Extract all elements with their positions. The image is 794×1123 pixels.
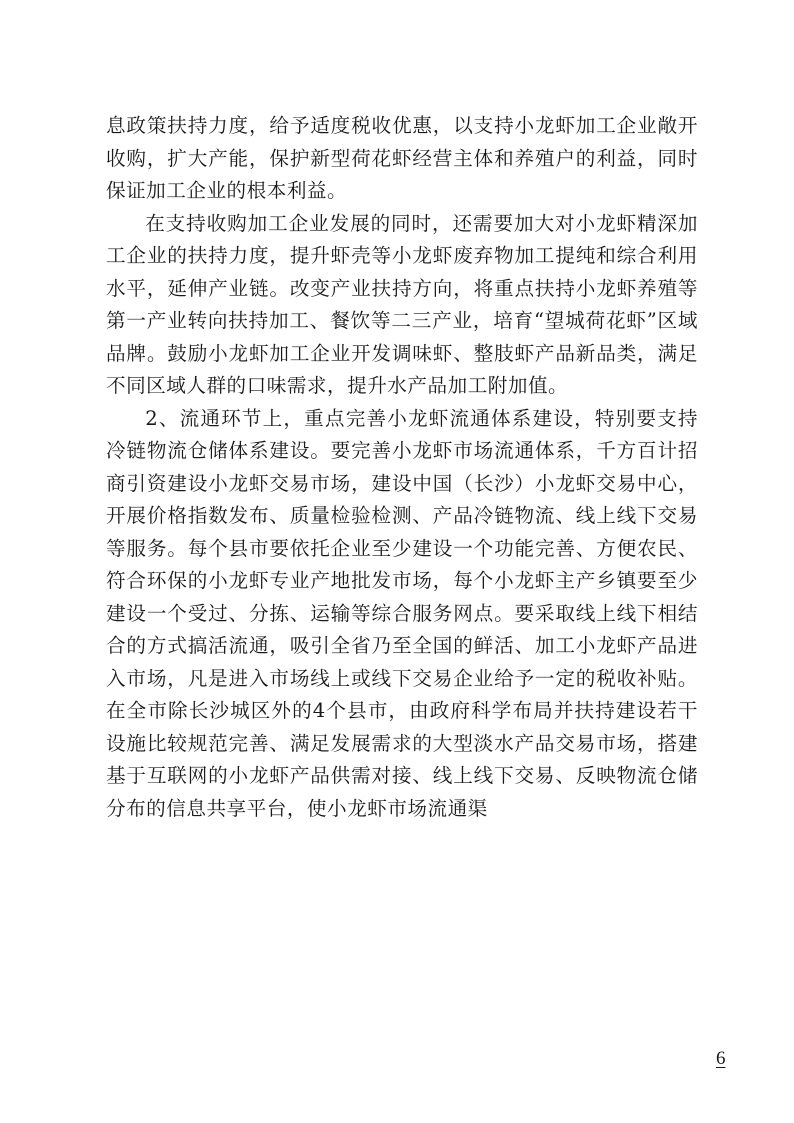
paragraph-processing-support: 在支持收购加工企业发展的同时，还需要加大对小龙虾精深加工企业的扶持力度，提升虾壳等小龙虾废弃物加工提纯和综合利用水平，延伸产业链。改变产业扶持方向，将重点扶持小龙虾养殖等第一产业转向扶持加工、餐饮等二三产业，培育“望城荷花虾”区域品牌。鼓励小龙虾加工企业开发调味虾、整肢虾产品新品类，满足不同区域人群的口味需求，提升水产品加工附加值。 xyxy=(106,211,698,397)
document-body xyxy=(106,110,698,825)
paragraph-continuation: 息政策扶持力度，给予适度税收优惠，以支持小龙虾加工企业敞开收购，扩大产能，保护新型荷花虾经营主体和养殖户的利益，同时保证加工企业的根本利益。 xyxy=(106,114,698,202)
page-number: 6 xyxy=(716,1048,726,1069)
paragraph-circulation: 2、流通环节上，重点完善小龙虾流通体系建设，特别要支持冷链物流仓储体系建设。要完善小龙虾市场流通体系，千方百计招商引资建设小龙虾交易市场，建设中国（长沙）小龙虾交易中心，开展价格指数发布、质量检验检测、产品冷链物流、线上线下交易等服务。每个县市要依托企业至少建设一个功能完善、方便农民、符合环保的小龙虾专业产地批发市场，每个小龙虾主产乡镇要至少建设一个受过、分拣、运输等综合服务网点。要采取线上线下相结合的方式搞活流通，吸引全省乃至全国的鲜活、加工小龙虾产品进入市场，凡是进入市场线上或线下交易企业给予一定的税收补贴。在全市除长沙城区外的4个县市，由政府科学布局并扶持建设若干设施比较规范完善、满足发展需求的大型淡水产品交易市场，搭建基于互联网的小龙虾产品供需对接、线上线下交易、反映物流仓储分布的信息共享平台，使小龙虾市场流通渠 xyxy=(106,406,698,820)
